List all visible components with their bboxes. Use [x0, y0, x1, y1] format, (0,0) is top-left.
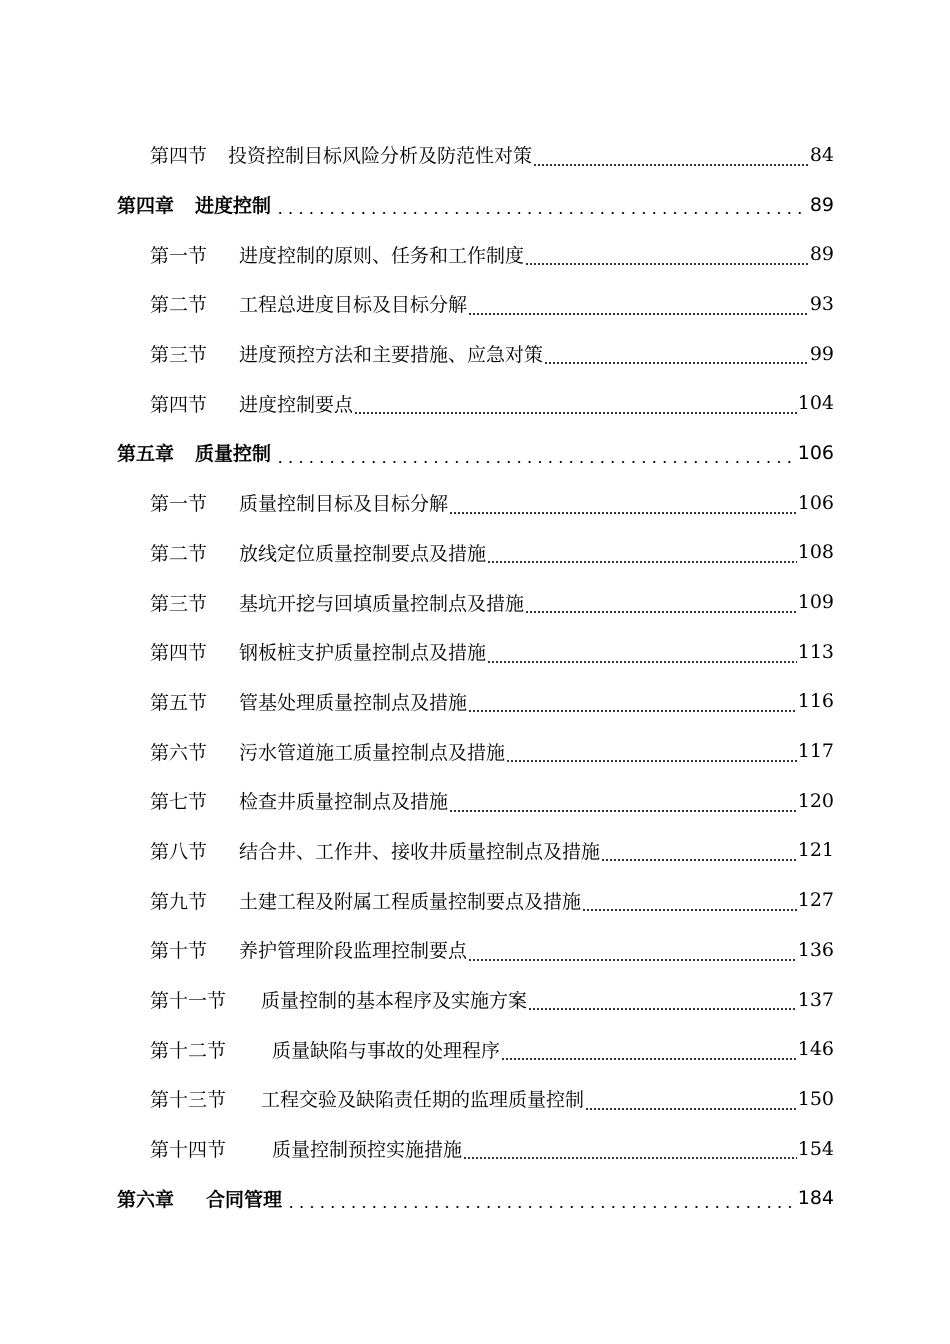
- toc-entry-section[interactable]: [150, 677, 834, 727]
- page-number: 89: [809, 193, 834, 216]
- toc-entry-section[interactable]: [150, 925, 834, 975]
- dot-leader: [533, 163, 809, 167]
- page-number: 93: [809, 292, 834, 315]
- dot-leader: [275, 460, 794, 464]
- dot-leader: [544, 361, 809, 365]
- section-title: 放线定位质量控制要点及措施: [239, 542, 487, 565]
- section-title: 质量缺陷与事故的处理程序: [272, 1039, 501, 1062]
- page-number: 154: [797, 1137, 834, 1160]
- toc-entry-section[interactable]: [150, 1024, 834, 1074]
- toc-entry-section[interactable]: [150, 229, 834, 279]
- toc-entry-section[interactable]: [150, 776, 834, 826]
- section-title: 工程总进度目标及目标分解: [239, 294, 468, 317]
- dot-leader: [463, 1156, 797, 1160]
- section-title: 养护管理阶段监理控制要点: [239, 940, 468, 963]
- section-title: 钢板桩支护质量控制点及措施: [239, 642, 487, 665]
- chapter-title: 进度控制: [195, 195, 272, 218]
- toc-entry-section[interactable]: [150, 279, 834, 329]
- page-number: 121: [797, 839, 834, 862]
- section-title: 污水管道施工质量控制点及措施: [239, 741, 506, 764]
- chapter-number: 第六章: [117, 1188, 175, 1211]
- toc-entry-chapter[interactable]: [117, 1173, 834, 1223]
- section-number: 第二节: [150, 294, 208, 317]
- dot-leader: [601, 858, 797, 862]
- page-number: 106: [797, 491, 834, 514]
- chapter-number: 第四章: [117, 195, 175, 218]
- dot-leader: [468, 709, 797, 713]
- section-title: 检查井质量控制点及措施: [239, 791, 449, 814]
- section-number: 第三节: [150, 592, 208, 615]
- section-number: 第一节: [150, 244, 208, 267]
- section-number: 第六节: [150, 741, 208, 764]
- section-number: 第二节: [150, 542, 208, 565]
- dot-leader: [487, 560, 797, 564]
- section-number: 第十节: [150, 940, 208, 963]
- section-title: 基坑开挖与回填质量控制点及措施: [239, 592, 525, 615]
- page-number: 146: [797, 1038, 834, 1061]
- section-title: 进度预控方法和主要措施、应急对策: [239, 344, 544, 367]
- toc-entry-section[interactable]: [150, 975, 834, 1025]
- toc-entry-section[interactable]: [150, 1124, 834, 1174]
- page-number: 109: [797, 591, 834, 614]
- chapter-title: 合同管理: [206, 1188, 283, 1211]
- page-number: 113: [797, 640, 834, 663]
- toc-entry-section[interactable]: [150, 528, 834, 578]
- section-number: 第四节: [150, 393, 208, 416]
- toc-entry-section[interactable]: [150, 378, 834, 428]
- dot-leader: [487, 660, 797, 664]
- dot-leader: [468, 958, 797, 962]
- section-title: 工程交验及缺陷责任期的监理质量控制: [261, 1089, 585, 1112]
- dot-leader: [582, 908, 797, 912]
- page-number: 184: [797, 1187, 834, 1210]
- page-number: 106: [797, 441, 834, 464]
- toc-entry-section[interactable]: [150, 826, 834, 876]
- toc-entry-section[interactable]: [150, 478, 834, 528]
- dot-leader: [449, 511, 797, 515]
- page-number: 117: [797, 740, 834, 763]
- section-title: 结合井、工作井、接收井质量控制点及措施: [239, 840, 601, 863]
- dot-leader: [501, 1057, 797, 1061]
- page-number: 116: [797, 690, 834, 713]
- section-title: 质量控制的基本程序及实施方案: [261, 990, 528, 1013]
- section-title: 管基处理质量控制点及措施: [239, 691, 468, 714]
- table-of-contents: [0, 130, 950, 1223]
- section-title: 投资控制目标风险分析及防范性对策: [228, 145, 533, 168]
- toc-entry-section[interactable]: [150, 1074, 834, 1124]
- page-number: 99: [809, 342, 834, 365]
- section-number: 第一节: [150, 493, 208, 516]
- section-number: 第九节: [150, 890, 208, 913]
- dot-leader: [506, 759, 797, 763]
- toc-entry-section[interactable]: [150, 875, 834, 925]
- section-number: 第八节: [150, 840, 208, 863]
- dot-leader: [525, 262, 809, 266]
- section-title: 进度控制的原则、任务和工作制度: [239, 244, 525, 267]
- dot-leader: [585, 1107, 797, 1111]
- section-title: 质量控制目标及目标分解: [239, 493, 449, 516]
- section-title: 土建工程及附属工程质量控制要点及措施: [239, 890, 582, 913]
- dot-leader: [528, 1007, 797, 1011]
- toc-entry-chapter[interactable]: [117, 180, 834, 230]
- section-number: 第四节: [150, 642, 208, 665]
- section-number: 第十一节: [150, 990, 227, 1013]
- section-title: 进度控制要点: [239, 393, 354, 416]
- page-number: 150: [797, 1087, 834, 1110]
- chapter-title: 质量控制: [195, 443, 272, 466]
- dot-leader: [449, 809, 797, 813]
- toc-entry-section[interactable]: [150, 627, 834, 677]
- section-number: 第三节: [150, 344, 208, 367]
- toc-entry-section[interactable]: [150, 329, 834, 379]
- section-number: 第四节: [150, 145, 208, 168]
- dot-leader: [525, 610, 797, 614]
- toc-entry-chapter[interactable]: [117, 428, 834, 478]
- page-number: 137: [797, 988, 834, 1011]
- page-number: 136: [797, 938, 834, 961]
- dot-leader: [275, 211, 806, 215]
- dot-leader: [354, 411, 797, 415]
- section-number: 第十二节: [150, 1039, 227, 1062]
- section-number: 第十三节: [150, 1089, 227, 1112]
- section-number: 第十四节: [150, 1139, 227, 1162]
- dot-leader: [468, 312, 809, 316]
- page-number: 127: [797, 889, 834, 912]
- dot-leader: [286, 1205, 794, 1209]
- section-number: 第七节: [150, 791, 208, 814]
- page-number: 108: [797, 541, 834, 564]
- toc-entry-section[interactable]: [150, 130, 834, 180]
- page-number: 104: [797, 392, 834, 415]
- section-number: 第五节: [150, 691, 208, 714]
- section-title: 质量控制预控实施措施: [272, 1139, 463, 1162]
- toc-entry-section[interactable]: [150, 577, 834, 627]
- page-number: 89: [809, 243, 834, 266]
- page-number: 120: [797, 789, 834, 812]
- chapter-number: 第五章: [117, 443, 175, 466]
- page-number: 84: [809, 143, 834, 166]
- toc-entry-section[interactable]: [150, 726, 834, 776]
